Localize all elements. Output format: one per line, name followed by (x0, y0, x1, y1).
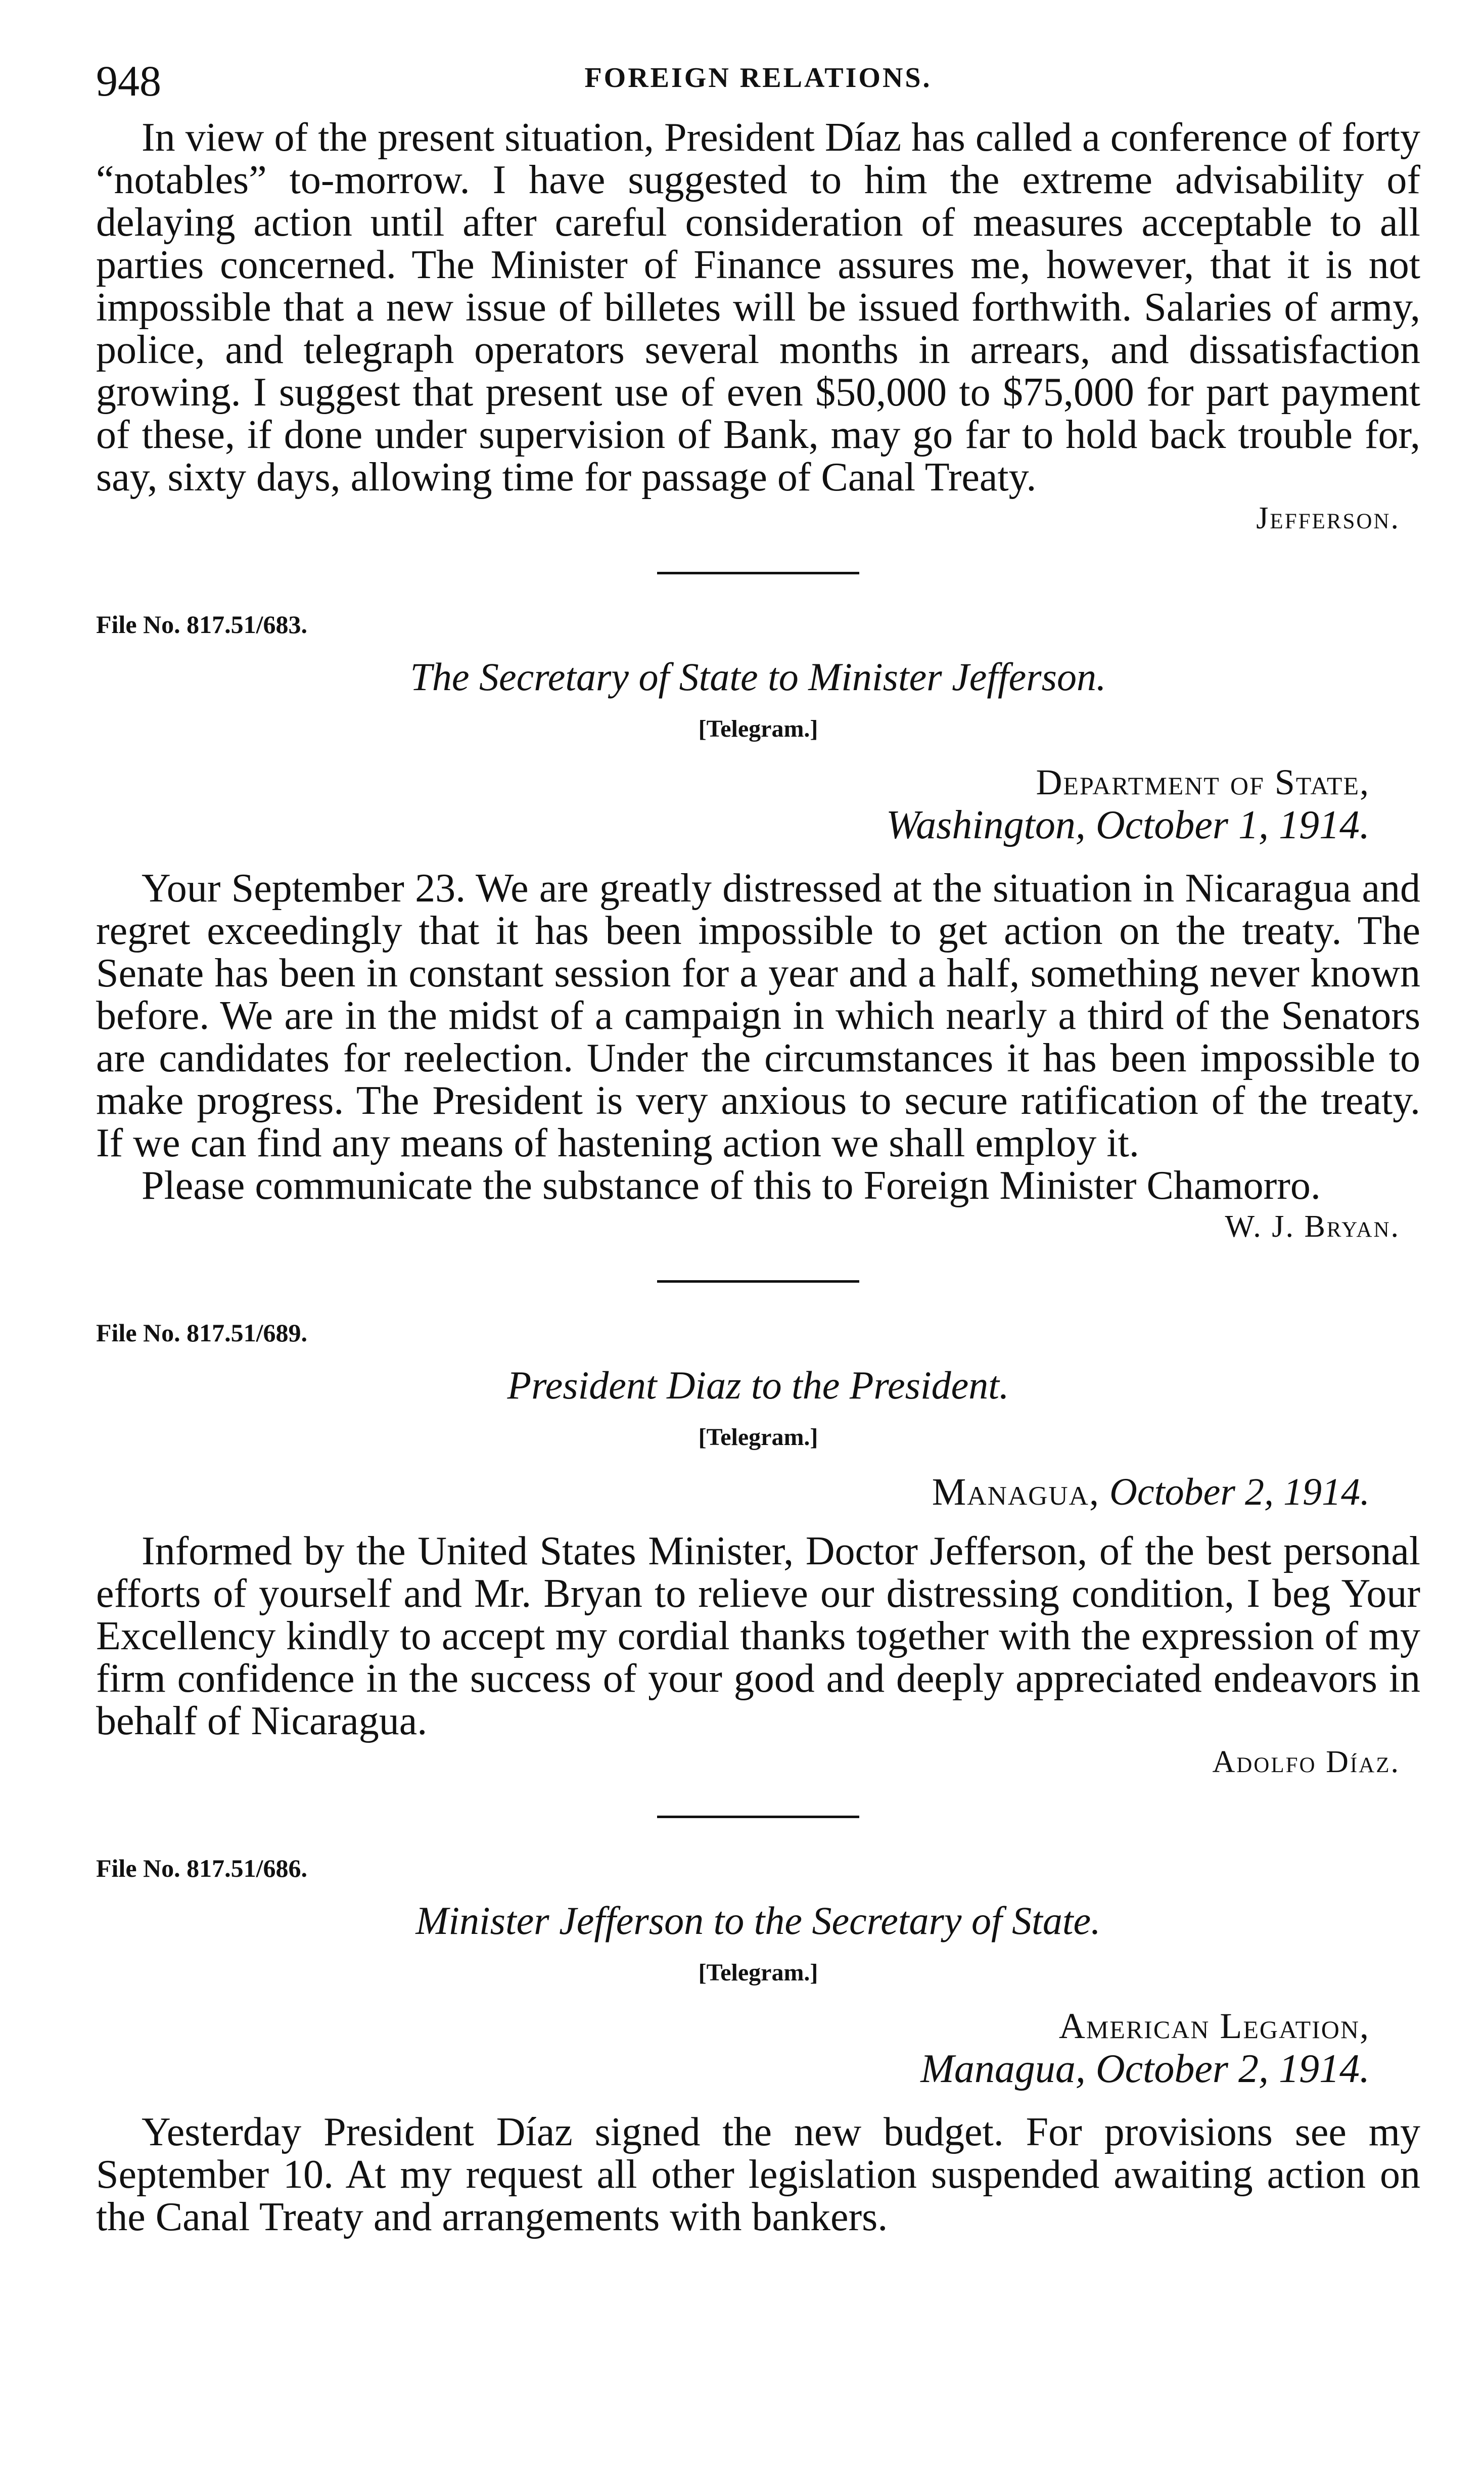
doc-title-jefferson-to-secretary: Minister Jefferson to the Secretary of State. (415, 1899, 1101, 1943)
bryan-paragraph-2: Please communicate the substance of this to Foreign Minister Chamorro. (142, 1163, 1321, 1208)
running-head: FOREIGN RELATIONS. (584, 62, 932, 94)
place-legation-text: American Legation, (1058, 2006, 1370, 2046)
dateline-managua-2: Managua, October 2, 1914. (920, 2047, 1370, 2091)
telegram-label-3: [Telegram.] (698, 1959, 818, 1986)
place-managua: Managua, (932, 1471, 1100, 1513)
intro-signature: Jefferson. (1256, 501, 1400, 535)
diaz-paragraph: Informed by the United States Minister, Doctor Jefferson, of the best personal efforts of yourself and Mr. Bryan to relieve our distressing condition, I beg Your Excellency kindly to accept my cordial thanks together with the expression of my firm confidence in the success of your good and deeply appreciated endeavors in behalf of Nicaragua. (96, 1529, 1420, 1743)
place-american-legation (96, 2005, 1420, 2047)
bryan-paragraph-1: Your September 23. We are greatly distressed at the situation in Nicaragua and regret exceedingly that it has been impossible to get action on the treaty. The Senate has been in constant session for a year and a half, something never known before. We are in the midst of a campaign in which nearly a third of the Senators are candidates for reelection. Under the circumstances it has been impossible to make progress. The President is very anxious to secure ratification of the treaty. If we can find any means of hastening action we shall employ it. (96, 866, 1420, 1165)
dateline-managua-1 (96, 1469, 1420, 1515)
file-number-686: File No. 817.51/686. (96, 1854, 308, 1882)
page-number: 948 (96, 57, 161, 105)
intro-paragraph: In view of the present situation, President Díaz has called a conference of forty “notables” to-morrow. I have suggested to him the extreme advisability of delaying action until after careful consideration of measures acceptable to all parties concerned. The Minister of Finance assures me, however, that it is not impossible that a new issue of billetes will be issued forthwith. Salaries of army, police, and telegraph operators several months in arrears, and dissatisfaction growing. I suggest that present use of even $50,000 to $75,000 for part payment of these, if done under supervision of Bank, may go far to hold back trouble for, say, sixty days, allowing time for passage of Canal Treaty. (96, 115, 1420, 500)
bryan-signature: W. J. Bryan. (1225, 1209, 1400, 1244)
file-number-689: File No. 817.51/689. (96, 1319, 308, 1347)
telegram-label-2: [Telegram.] (698, 1424, 818, 1451)
doc-title-diaz-to-president: President Diaz to the President. (507, 1363, 1009, 1407)
section-divider-1 (657, 572, 859, 574)
doc-title-secretary-to-jefferson: The Secretary of State to Minister Jefferson. (410, 655, 1106, 699)
telegram-label-1: [Telegram.] (698, 715, 818, 742)
place-text: Department of State, (1036, 762, 1370, 802)
place-department-of-state (96, 761, 1420, 803)
section-divider-3 (657, 1816, 859, 1818)
file-number-683: File No. 817.51/683. (96, 610, 308, 639)
diaz-signature: Adolfo Díaz. (1212, 1745, 1400, 1779)
jefferson-paragraph: Yesterday President Díaz signed the new budget. For provisions see my September 10. At my request all other legislation suspended awaiting action on the Canal Treaty and arrangements with bankers. (96, 2110, 1420, 2239)
dateline-washington: Washington, October 1, 1914. (886, 803, 1370, 847)
section-divider-2 (657, 1280, 859, 1283)
document-page (96, 51, 1420, 2238)
date-october-2: October 2, 1914. (1109, 1471, 1370, 1513)
page-header (96, 51, 1420, 116)
